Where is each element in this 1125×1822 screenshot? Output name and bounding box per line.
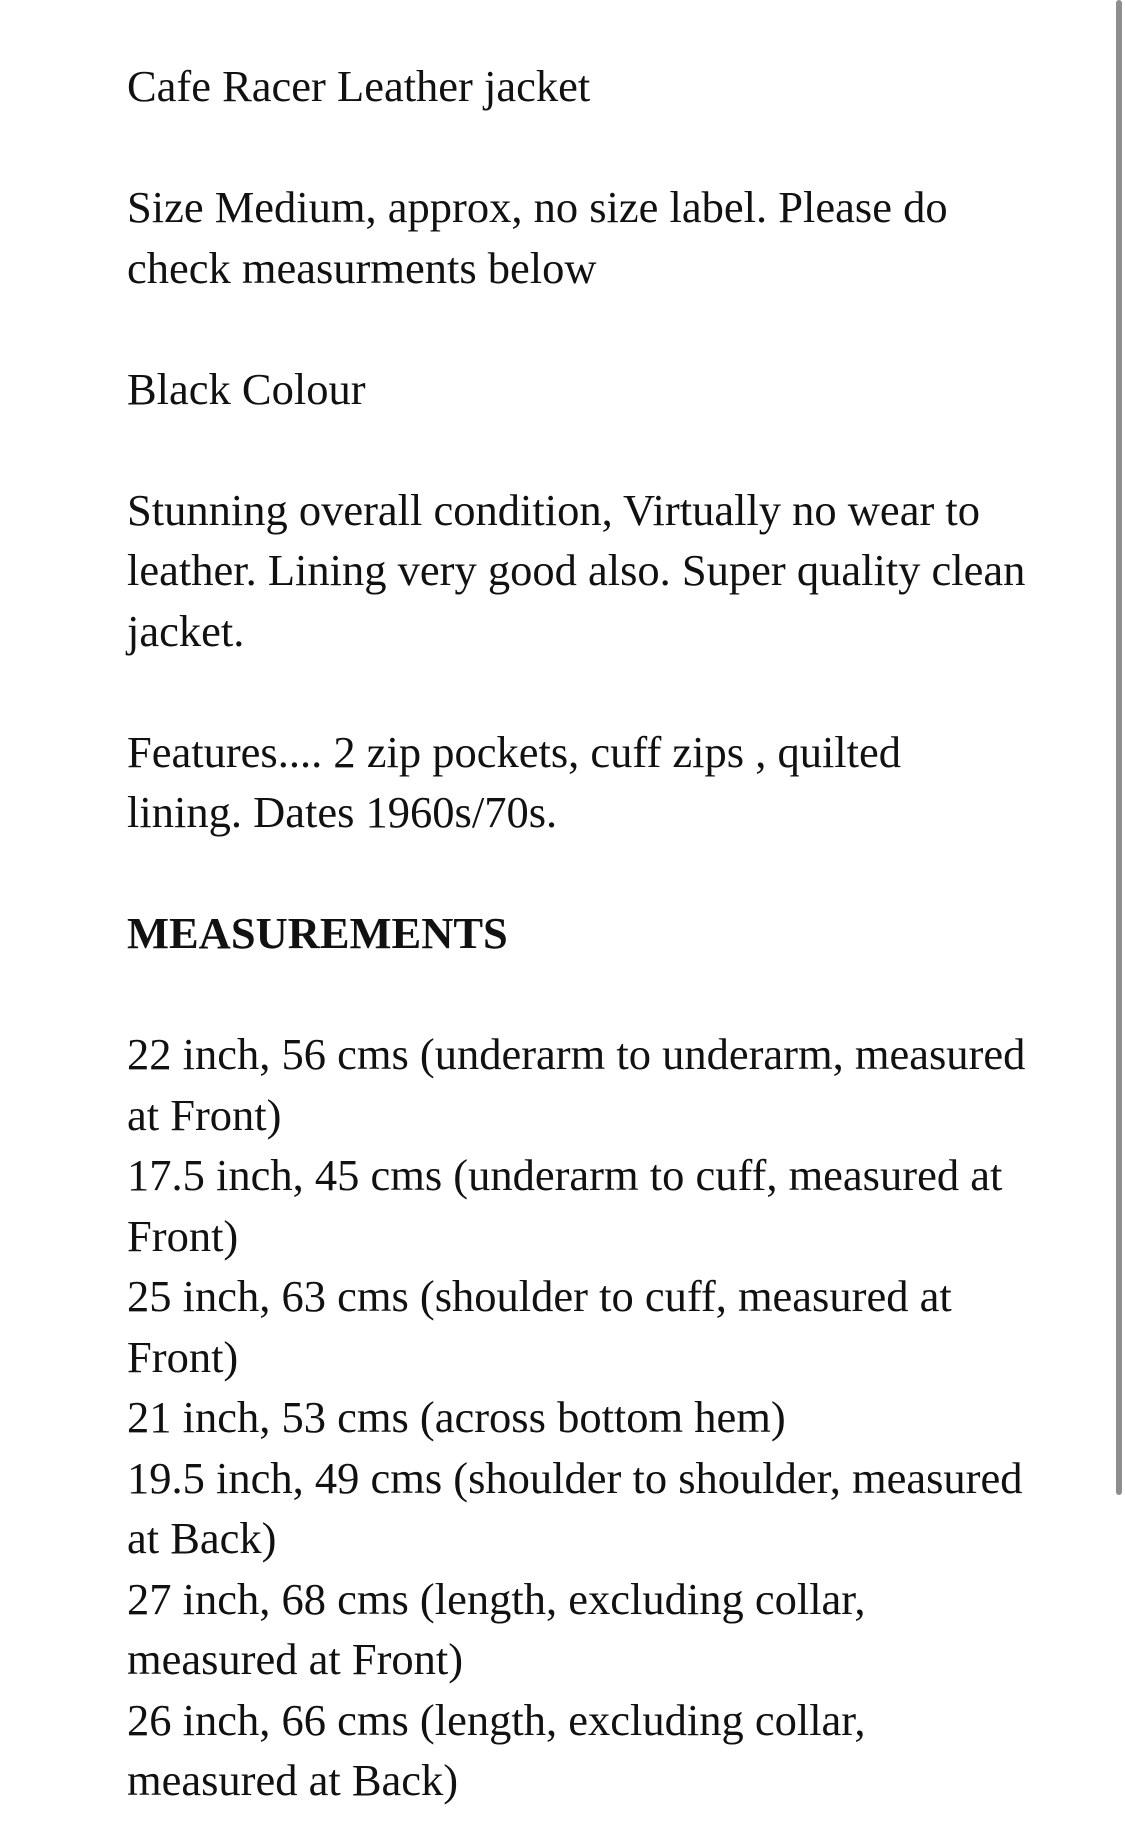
measurements-list xyxy=(127,1024,1027,1811)
measurement-item: 25 inch, 63 cms (shoulder to cuff, measured at Front) xyxy=(127,1271,952,1382)
measurements-heading: MEASUREMENTS xyxy=(127,908,508,958)
measurement-item: 17.5 inch, 45 cms (underarm to cuff, measured at Front) xyxy=(127,1150,1003,1261)
measurement-item: 19.5 inch, 49 cms (shoulder to shoulder, measured at Back) xyxy=(127,1452,1023,1563)
colour-note: Black Colour xyxy=(127,363,366,414)
measurement-item: 22 inch, 56 cms (underarm to underarm, measured at Front) xyxy=(127,1029,1026,1140)
measurement-item: 26 inch, 66 cms (length, excluding collar, measured at Back) xyxy=(127,1694,866,1805)
listing-description xyxy=(127,56,1037,1811)
listing-title: Cafe Racer Leather jacket xyxy=(127,61,591,111)
size-note: Size Medium, approx, no size label. Please do check measurments below xyxy=(127,182,959,293)
measurement-item: 21 inch, 53 cms (across bottom hem) xyxy=(127,1392,786,1442)
measurement-item: 27 inch, 68 cms (length, excluding collar, measured at Front) xyxy=(127,1573,866,1684)
features-note: Features.... 2 zip pockets, cuff zips , quilted lining. Dates 1960s/70s. xyxy=(127,726,913,837)
condition-note: Stunning overall condition, Virtually no wear to leather. Lining very good also. Super quality clean jacket. xyxy=(127,484,1037,656)
scrollbar[interactable] xyxy=(1113,0,1125,1822)
scrollbar-thumb[interactable] xyxy=(1116,0,1122,1495)
